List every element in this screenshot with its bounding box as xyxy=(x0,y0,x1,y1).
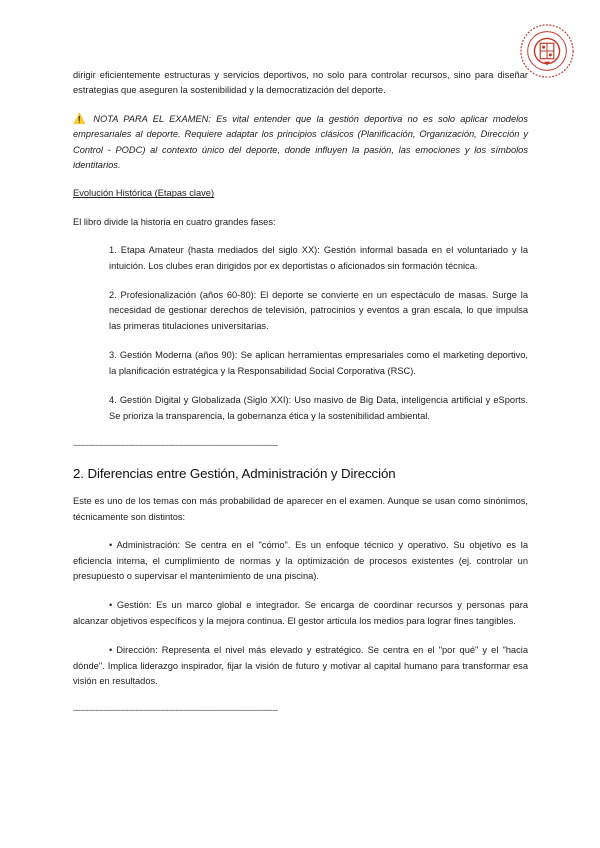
list-item: • Administración: Se centra en el "cómo". Es un enfoque técnico y operativo. Su objetivo es la eficiencia interna, el cumplimiento de normas y la optimización de procesos existentes (ej. controlar un presupuesto o supervisar el mantenimiento de una piscina). xyxy=(73,540,528,581)
section-title: 2. Diferencias entre Gestión, Administración y Dirección xyxy=(73,466,396,482)
history-heading: Evolución Histórica (Etapas clave) xyxy=(73,188,215,199)
list-item: 4. Gestión Digital y Globalizada (Siglo XXI): Uso masivo de Big Data, inteligencia artificial y eSports. Se prioriza la transparencia, la gobernanza ética y la sostenibilidad ambiental. xyxy=(109,395,528,421)
section-intro: Este es uno de los temas con más probabilidad de aparecer en el examen. Aunque se usan como sinónimos, técnicamente son distintos: xyxy=(73,496,528,522)
list-item: 1. Etapa Amateur (hasta mediados del siglo XX): Gestión informal basada en el voluntariado y la intuición. Los clubes eran dirigidos por ex deportistas o aficionados sin formación técnica. xyxy=(109,245,528,271)
note-text: Es vital entender que la gestión deportiva no es solo aplicar modelos empresariales al deporte. Requiere adaptar los principios clásicos (Planificación, Organización, Dirección y Control - PODC) al contexto único del deporte, donde influyen la pasión, las emociones y los símbolos identitarios. xyxy=(73,113,529,171)
list-item: • Dirección: Representa el nivel más elevado y estratégico. Se centra en el "por qué" y el "hacia dónde". Implica liderazgo inspirador, fijar la visión de futuro y motivar al capital humano para transformar esa visión en resultados. xyxy=(73,645,528,686)
list-item: 3. Gestión Moderna (años 90): Se aplican herramientas empresariales como el marketing deportivo, la planificación estratégica y la Responsabilidad Social Corporativa (RSC). xyxy=(109,350,528,376)
divider: ---------------------------------------------------------------------------------- xyxy=(73,705,278,716)
history-intro: El libro divide la historia en cuatro grandes fases: xyxy=(73,216,276,227)
divider: ---------------------------------------------------------------------------------- xyxy=(73,439,278,450)
intro-paragraph: dirigir eficientemente estructuras y servicios deportivos, no solo para controlar recursos, sino para diseñar estrategias que aseguren la sostenibilidad y la democratización del deporte. xyxy=(73,70,528,96)
list-item: • Gestión: Es un marco global e integrador. Se encarga de coordinar recursos y personas para alcanzar objetivos específicos y la mejora continua. El gestor articula los medios para lograr fines tangibles. xyxy=(73,600,528,626)
document-body xyxy=(73,68,528,719)
phases-list xyxy=(73,243,528,424)
list-item: 2. Profesionalización (años 60-80): El deporte se convierte en un espectáculo de masas. Surge la necesidad de gestionar derechos de televisión, patrocinios y eventos a gran escala, lo que impulsa las primeras titulaciones universitarias. xyxy=(109,290,528,331)
exam-note xyxy=(73,112,528,174)
definitions-list xyxy=(73,538,528,689)
note-label: NOTA PARA EL EXAMEN: xyxy=(93,113,211,124)
warning-icon: ⚠️ xyxy=(73,113,89,125)
